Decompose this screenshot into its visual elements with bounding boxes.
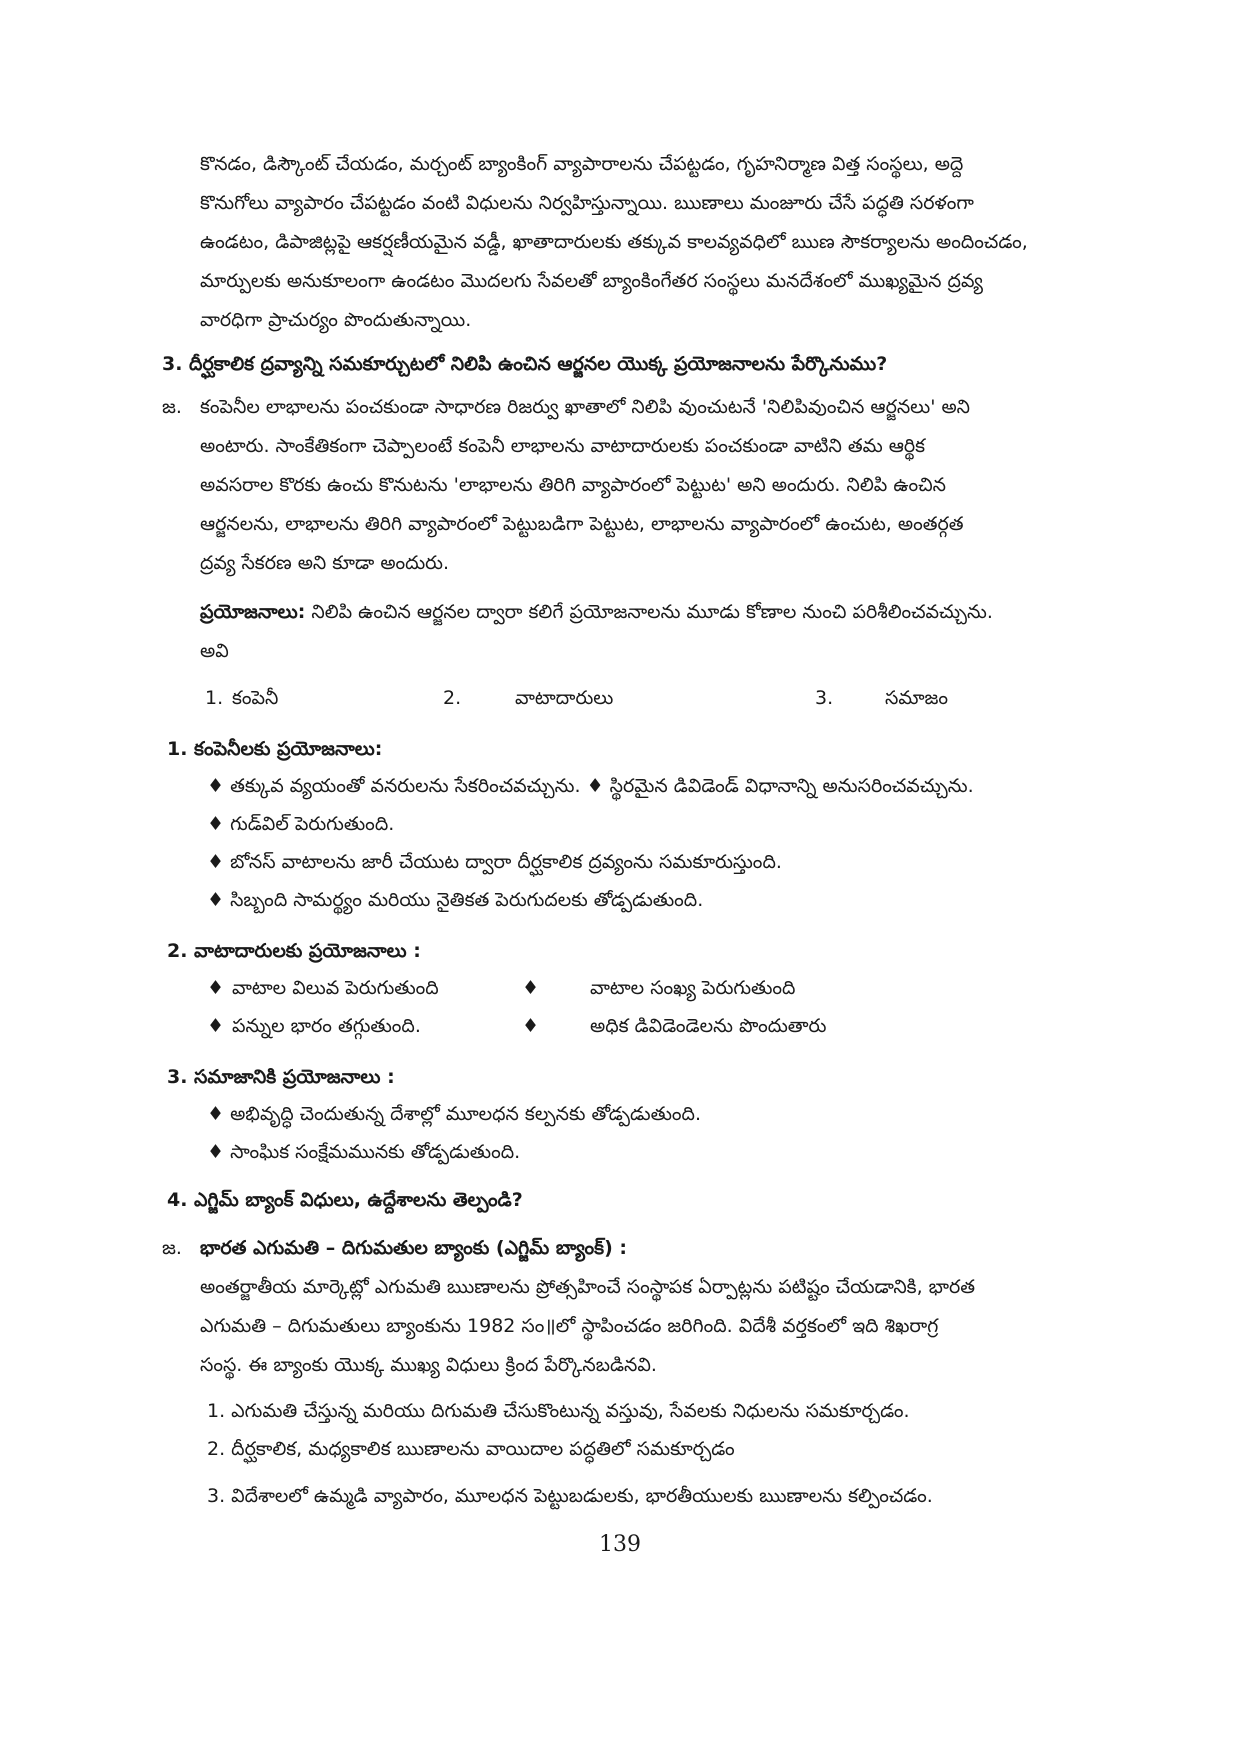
intro-line-4: మార్పులకు అనుకూలంగా ఉండటం మొదలగు సేవలతో బ్యాంకింగేతర సంస్థలు మనదేశంలో ముఖ్యమైన ద్రవ్య — [200, 270, 983, 292]
question-4: 4. ఎగ్జిమ్ బ్యాంక్ విధులు, ఉద్దేశాలను తెల్పండి? — [167, 1189, 523, 1211]
exim-function-3: 3. విదేశాలలో ఉమ్మడి వ్యాపారం, మూలధన పెట్టుబడులకు, భారతీయులకు ఋణాలను కల్పించడం. — [207, 1485, 933, 1507]
bullet-icon: ♦ — [207, 851, 225, 873]
perspective-label-3: సమాజం — [885, 687, 949, 709]
intro-line-3: ఉండటం, డిపాజిట్లపై ఆకర్షణీయమైన వడ్డీ, ఖాతాదారులకు తక్కువ కాలవ్యవధిలో ఋణ సౌకర్యాలను అందించడం, — [200, 231, 1028, 253]
society-heading: 3. సమాజానికి ప్రయోజనాలు : — [167, 1066, 395, 1088]
benefits-text-2: అవి — [200, 640, 229, 662]
q3-answer-line-3: అవసరాల కొరకు ఉంచు కొనుటను 'లాభాలను తిరిగి వ్యాపారంలో పెట్టుట' అని అందురు. నిలిపి ఉంచిన — [200, 474, 947, 496]
company-row-3 — [207, 848, 782, 876]
society-item-2: సాంఘిక సంక్షేమమునకు తోడ్పడుతుంది. — [230, 1141, 521, 1163]
shareholder-item-1: వాటాల విలువ పెరుగుతుంది — [232, 977, 439, 999]
q3-answer-line-1: కంపెనీల లాభాలను పంచకుండా సాధారణ రిజర్వు ఖాతాలో నిలిపి వుంచుటనే 'నిలిపివుంచిన ఆర్జనలు' అని — [200, 396, 971, 418]
answer-marker-4: జ. — [162, 1237, 182, 1259]
page-number: 139 — [599, 1532, 641, 1557]
bullet-icon: ♦ — [207, 1015, 225, 1037]
shareholder-item-4: అధిక డివిడెండెలను పొందుతారు — [590, 1015, 827, 1037]
perspective-num-1: 1. — [205, 687, 224, 709]
bullet-icon: ♦ — [207, 977, 225, 999]
benefits-text: నిలిపి ఉంచిన ఆర్జనల ద్వారా కలిగే ప్రయోజనాలను మూడు కోణాల నుంచి పరిశీలించవచ్చును. — [305, 601, 993, 623]
q4-answer-heading: భారత ఎగుమతి – దిగుమతుల బ్యాంకు (ఎగ్జిమ్ బ్యాంక్) : — [200, 1237, 627, 1259]
society-row-2 — [207, 1138, 520, 1166]
society-item-1: అభివృద్ధి చెందుతున్న దేశాల్లో మూలధన కల్పనకు తోడ్పడుతుంది. — [230, 1103, 702, 1125]
company-heading: 1. కంపెనీలకు ప్రయోజనాలు: — [167, 738, 383, 760]
question-3: 3. దీర్ఘకాలిక ద్రవ్యాన్ని సమకూర్చుటలో నిలిపి ఉంచిన ఆర్జనల యొక్క ప్రయోజనాలను పేర్కొనుము? — [162, 353, 888, 375]
bullet-icon: ♦ — [586, 775, 604, 797]
bullet-icon: ♦ — [207, 1141, 225, 1163]
q4-answer-line-1: అంతర్జాతీయ మార్కెట్లో ఎగుమతి ఋణాలను ప్రోత్సహించే సంస్థాపక ఏర్పాట్లను పటిష్టం చేయడానికి, భారత — [200, 1276, 976, 1298]
bullet-icon: ♦ — [522, 977, 540, 999]
company-item-1: తక్కువ వ్యయంతో వనరులను సేకరించవచ్చును. — [230, 775, 581, 797]
answer-marker-3: జ. — [162, 396, 182, 418]
q4-answer-line-3: సంస్థ. ఈ బ్యాంకు యొక్క ముఖ్య విధులు క్రింద పేర్కొనబడినవి. — [200, 1354, 657, 1376]
company-item-3: గుడ్‌విల్ పెరుగుతుంది. — [230, 813, 395, 835]
q3-answer-line-5: ద్రవ్య సేకరణ అని కూడా అందురు. — [200, 552, 450, 574]
company-item-2: స్థిరమైన డివిడెండ్ విధానాన్ని అనుసరించవచ్చును. — [609, 775, 974, 797]
perspective-num-3: 3. — [815, 687, 834, 709]
bullet-icon: ♦ — [522, 1015, 540, 1037]
q3-answer-line-2: అంటారు. సాంకేతికంగా చెప్పాలంటే కంపెనీ లాభాలను వాటాదారులకు పంచకుండా వాటిని తమ ఆర్థిక — [200, 435, 926, 457]
perspective-label-2: వాటాదారులు — [515, 687, 614, 709]
company-row-2 — [207, 810, 394, 838]
exim-function-2: 2. దీర్ఘకాలిక, మధ్యకాలిక ఋణాలను వాయిదాల పద్ధతిలో సమకూర్చడం — [207, 1438, 735, 1460]
q4-answer-line-2: ఎగుమతి – దిగుమతులు బ్యాంకును 1982 సం॥లో స్థాపించడం జరిగింది. విదేశీ వర్తకంలో ఇది శిఖరాగ్ర — [200, 1315, 939, 1337]
company-row-1 — [207, 772, 974, 800]
perspective-label-1: కంపెనీ — [232, 687, 279, 709]
company-item-5: సిబ్బంది సామర్థ్యం మరియు నైతికత పెరుగుదలకు తోడ్పడుతుంది. — [230, 889, 704, 911]
intro-line-5: వారధిగా ప్రాచుర్యం పొందుతున్నాయి. — [200, 309, 472, 331]
perspective-num-2: 2. — [443, 687, 462, 709]
q3-answer-line-4: ఆర్జనలను, లాభాలను తిరిగి వ్యాపారంలో పెట్టుబడిగా పెట్టుట, లాభాలను వ్యాపారంలో ఉంచుట, అంతర్గత — [200, 513, 964, 535]
shareholders-heading: 2. వాటాదారులకు ప్రయోజనాలు : — [167, 940, 421, 962]
bullet-icon: ♦ — [207, 889, 225, 911]
bullet-icon: ♦ — [207, 1103, 225, 1125]
exim-function-1: 1. ఎగుమతి చేస్తున్న మరియు దిగుమతి చేసుకొంటున్న వస్తువు, సేవలకు నిధులను సమకూర్చడం. — [207, 1400, 910, 1422]
society-row-1 — [207, 1100, 701, 1128]
bullet-icon: ♦ — [207, 813, 225, 835]
benefits-intro — [200, 598, 1080, 626]
intro-line-2: కొనుగోలు వ్యాపారం చేపట్టడం వంటి విధులను నిర్వహిస్తున్నాయి. ఋణాలు మంజూరు చేసే పద్ధతి సరళంగా — [200, 192, 974, 214]
intro-line-1: కొనడం, డిస్కౌంట్ చేయడం, మర్చంట్ బ్యాంకింగ్ వ్యాపారాలను చేపట్టడం, గృహనిర్మాణ విత్త సంస్థలు, అద్దె — [200, 153, 964, 175]
shareholder-item-3: పన్నుల భారం తగ్గుతుంది. — [232, 1015, 421, 1037]
company-row-4 — [207, 886, 703, 914]
bullet-icon: ♦ — [207, 775, 225, 797]
benefits-label: ప్రయోజనాలు: — [200, 601, 306, 623]
shareholder-item-2: వాటాల సంఖ్య పెరుగుతుంది — [590, 977, 796, 999]
company-item-4: బోనస్ వాటాలను జారీ చేయుట ద్వారా దీర్ఘకాలిక ద్రవ్యంను సమకూరుస్తుంది. — [230, 851, 782, 873]
